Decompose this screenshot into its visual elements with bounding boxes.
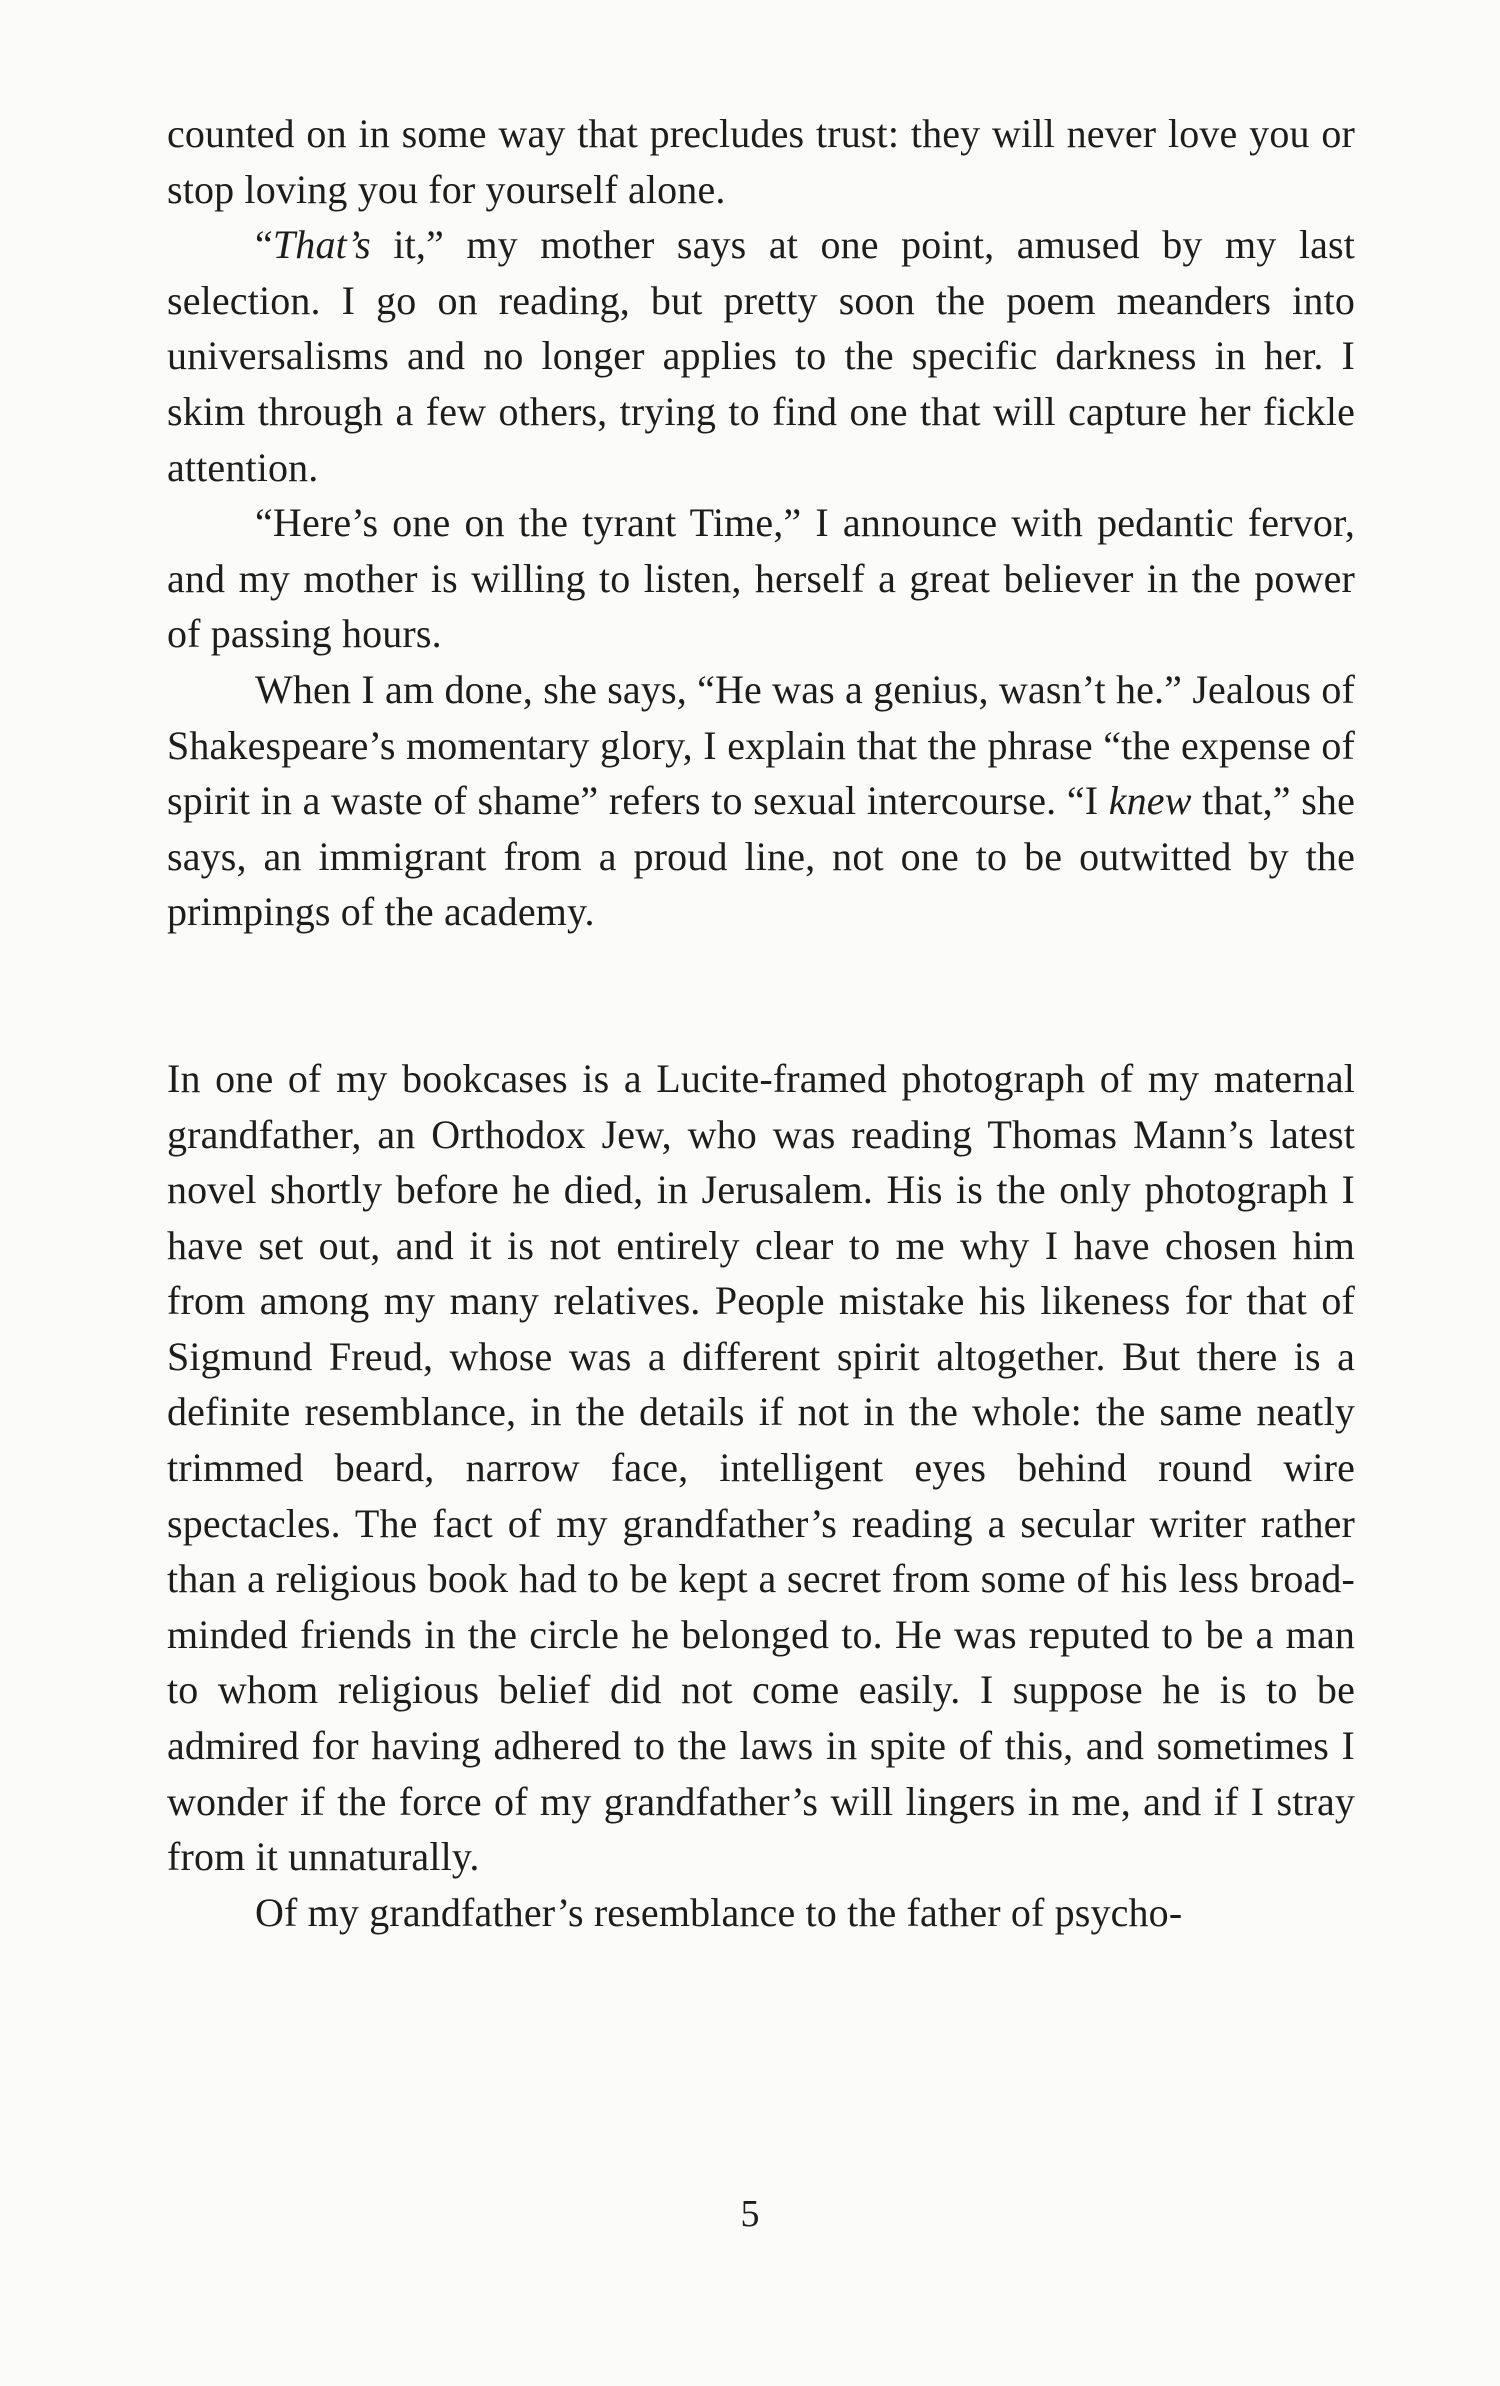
paragraph-6: Of my grandfather’s resemblance to the father of psycho-: [255, 1889, 1183, 1935]
paragraph-2: [167, 217, 1355, 495]
paragraph-5: In one of my bookcases is a Lucite-framed photograph of my maternal grandfather, an Orthodox Jew, who was reading Thomas Mann’s latest novel shortly before he died, in Jerusalem. His is the only photograph I have set out, and it is not entirely clear to me why I have chosen him from among my many relatives. People mistake his likeness for that of Sigmund Freud, whose was a different spirit altogether. But there is a definite resemblance, in the details if not in the whole: the same neatly trimmed beard, narrow face, intelligent eyes behind round wire spectacles. The fact of my grandfather’s reading a secular writer rather than a religious book had to be kept a secret from some of his less broad-minded friends in the circle he belonged to. He was reputed to be a man to whom religious belief did not come easily. I suppose he is to be admired for having adhered to the laws in spite of this, and sometimes I wonder if the force of my grandfather’s will lingers in me, and if I stray from it unnaturally.: [167, 1055, 1355, 1880]
paragraph-3: “Here’s one on the tyrant Time,” I announce with pedantic fervor, and my mother is willing to listen, herself a great believer in the power of passing hours.: [167, 500, 1355, 657]
quote-open: “: [255, 222, 273, 268]
emphasis-thats: That’s: [272, 222, 371, 268]
paragraph-2-rest: it,” my mother says at one point, amused by my last selection. I go on reading, but pretty soon the poem meanders into universalisms and no longer applies to the specific darkness in her. I skim through a few others, trying to find one that will capture her fickle attention.: [167, 222, 1355, 490]
section-break: [167, 940, 1355, 1051]
paragraph-4-start: When I am done, she says, “He was a genius, wasn’t he.” Jealous of Shakespeare’s momentary glory, I explain that the phrase “the expense of spirit in a waste of shame” refers to sexual intercourse. “I: [167, 666, 1355, 824]
paragraph-4-rest: that,” she says, an immigrant from a proud line, not one to be outwitted by the primpings of the academy.: [167, 778, 1355, 935]
emphasis-knew: knew: [1108, 778, 1192, 824]
paragraph-1: counted on in some way that precludes trust: they will never love you or stop loving you for yourself alone.: [167, 111, 1355, 212]
paragraph-4: [167, 662, 1355, 940]
page-number: 5: [740, 2193, 760, 2235]
page-body: [167, 106, 1355, 1940]
